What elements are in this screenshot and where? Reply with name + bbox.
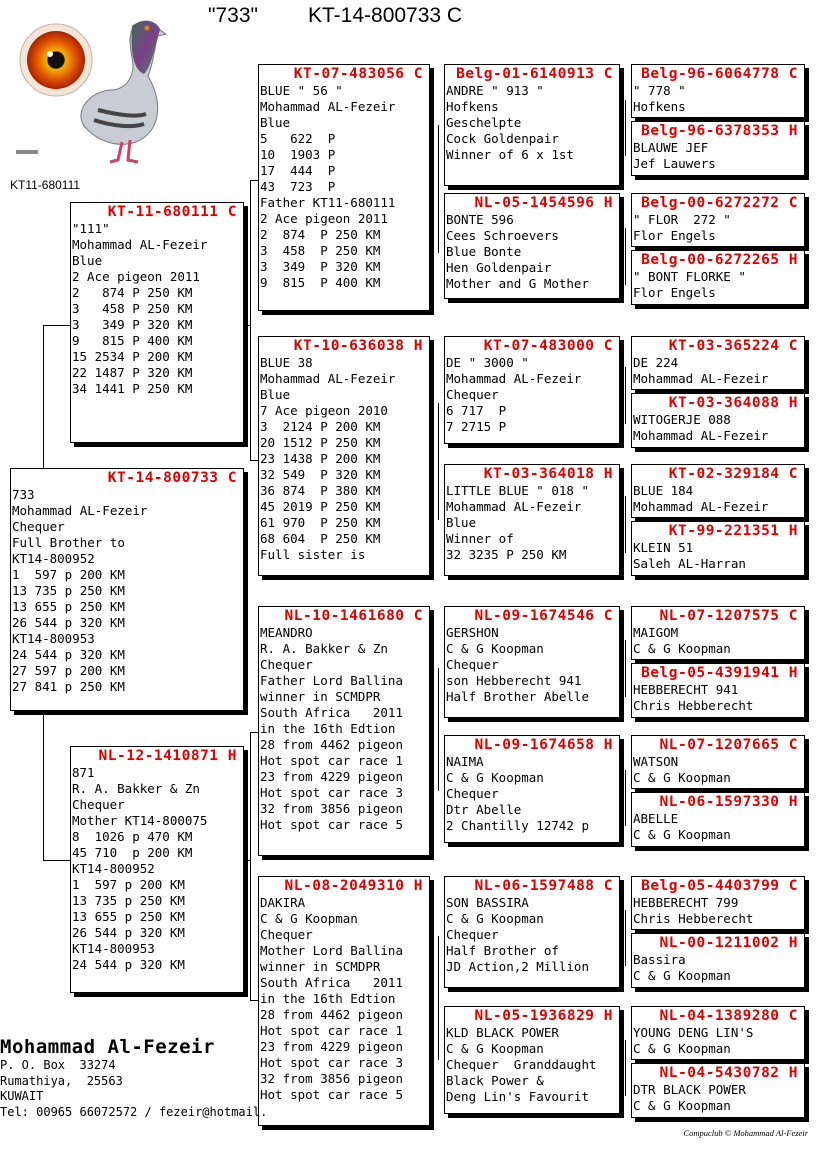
connector-line: [43, 325, 44, 470]
pigeon-info-line: Chris Hebberecht: [633, 911, 754, 926]
connector-line: [625, 228, 626, 285]
pigeon-info-line: 24 544 p 320 KM: [72, 957, 185, 972]
pigeon-info-line: 24 544 p 320 KM: [12, 647, 125, 662]
connector-line: [438, 403, 439, 520]
pigeon-info-line: Mohammad AL-Fezeir: [633, 499, 769, 514]
ring-number: NL-05-1454596 H: [474, 195, 613, 211]
pigeon-info-line: 7 Ace pigeon 2010: [260, 403, 388, 418]
pedigree-box-gen3[interactable]: [444, 1006, 620, 1114]
pigeon-info-line: Mohammad AL-Fezeir: [633, 428, 769, 443]
pedigree-box-gen4[interactable]: [631, 336, 805, 390]
pigeon-info-line: " FLOR 272 ": [633, 212, 731, 227]
pigeon-info-line: " BONT FLORKE ": [633, 269, 746, 284]
ring-number: NL-09-1674546 C: [474, 608, 613, 624]
owner-block: [0, 1036, 267, 1120]
pigeon-info-line: Blue: [260, 115, 291, 130]
ring-number: NL-09-1674658 H: [474, 737, 613, 753]
pigeon-info-line: KT14-800952: [72, 861, 155, 876]
pigeon-info-line: C & G Koopman: [446, 911, 544, 926]
pedigree-box-dam-dam[interactable]: [258, 876, 430, 1126]
pigeon-info-line: son Hebberecht 941: [446, 673, 582, 688]
pigeon-info-line: Chequer Granddaught: [446, 1057, 597, 1072]
pigeon-info-line: NAIMA: [446, 754, 484, 769]
pigeon-info-line: Black Power &: [446, 1073, 544, 1088]
connector-line: [244, 860, 250, 861]
pedigree-box-sire-dam[interactable]: [258, 336, 430, 576]
ring-number: KT-14-800733 C: [107, 470, 237, 486]
pigeon-info-line: BLUE " 56 ": [260, 83, 343, 98]
pigeon-info-line: KLEIN 51: [633, 540, 694, 555]
connector-line: [43, 712, 44, 860]
pigeon-info-line: 5 622 P: [260, 131, 336, 146]
pigeon-info-line: Mohammad AL-Fezeir: [633, 371, 769, 386]
ring-number: Belg-05-4403799 C: [641, 878, 798, 894]
pigeon-info-line: JD Action,2 Million: [446, 959, 589, 974]
pigeon-info-line: Hot spot car race 1: [260, 1023, 403, 1038]
connector-line: [625, 367, 626, 424]
pigeon-info-line: Mohammad AL-Fezeir: [72, 237, 208, 252]
pigeon-info-line: 13 735 p 250 KM: [12, 583, 125, 598]
pigeon-info-line: 32 from 3856 pigeon: [260, 801, 403, 816]
connector-line: [625, 1040, 626, 1096]
pigeon-info-line: winner in SCMDPR: [260, 959, 381, 974]
pigeon-info-line: 27 597 p 200 KM: [12, 663, 125, 678]
connector-line: [625, 640, 626, 697]
pigeon-info-line: 13 735 p 250 KM: [72, 893, 185, 908]
pigeon-eye-logo: [14, 14, 174, 164]
pedigree-box-gen4[interactable]: [631, 606, 805, 660]
pigeon-info-line: 23 from 4229 pigeon: [260, 769, 403, 784]
pigeon-info-line: 15 2534 P 200 KM: [72, 349, 193, 364]
ring-number: NL-06-1597330 H: [659, 794, 798, 810]
pigeon-info-line: Flor Engels: [633, 228, 716, 243]
pigeon-info-line: MEANDRO: [260, 625, 313, 640]
connector-line: [625, 910, 626, 966]
ring-number: Belg-01-6140913 C: [456, 66, 613, 82]
pigeon-info-line: Geschelpte: [446, 115, 522, 130]
pigeon-info-line: 45 710 p 200 KM: [72, 845, 193, 860]
pedigree-box-gen3[interactable]: [444, 64, 620, 186]
pedigree-box-gen4[interactable]: [631, 876, 805, 930]
connector-line: [625, 496, 626, 553]
pigeon-info-line: 9 815 P 400 KM: [260, 275, 381, 290]
pigeon-info-line: Hen Goldenpair: [446, 260, 552, 275]
pedigree-box-dam-sire[interactable]: [258, 606, 430, 856]
pigeon-info-line: Chequer: [446, 786, 499, 801]
pigeon-info-line: in the 16th Edtion: [260, 991, 396, 1006]
pigeon-info-line: C & G Koopman: [633, 641, 731, 656]
pigeon-info-line: 2 Ace pigeon 2011: [72, 269, 200, 284]
pigeon-info-line: 2 Chantilly 12742 p: [446, 818, 589, 833]
connector-line: [250, 732, 258, 733]
ring-number: KT-99-221351 H: [668, 523, 798, 539]
pigeon-info-line: C & G Koopman: [633, 770, 731, 785]
pigeon-info-line: C & G Koopman: [633, 1098, 731, 1113]
connector-line: [438, 125, 439, 253]
pigeon-info-line: 1 597 p 200 KM: [12, 567, 125, 582]
pigeon-info-line: Hot spot car race 5: [260, 817, 403, 832]
pigeon-info-line: Mother Lord Ballina: [260, 943, 403, 958]
pigeon-info-line: 27 841 p 250 KM: [12, 679, 125, 694]
pigeon-info-line: 13 655 p 250 KM: [12, 599, 125, 614]
pedigree-box-dam[interactable]: [70, 746, 244, 993]
ring-number: Belg-96-6378353 H: [641, 123, 798, 139]
ring-number: Belg-96-6064778 C: [641, 66, 798, 82]
pigeon-info-line: DE " 3000 ": [446, 355, 529, 370]
pigeon-info-line: 20 1512 P 250 KM: [260, 435, 381, 450]
pigeon-info-line: Hot spot car race 3: [260, 785, 403, 800]
connector-line: [250, 1000, 258, 1001]
pigeon-info-line: C & G Koopman: [446, 1041, 544, 1056]
pigeon-info-line: 9 815 P 400 KM: [72, 333, 193, 348]
pedigree-box-subject[interactable]: [10, 468, 244, 711]
pigeon-info-line: 26 544 p 320 KM: [12, 615, 125, 630]
pigeon-info-line: C & G Koopman: [446, 641, 544, 656]
ring-number: NL-04-1389280 C: [659, 1008, 798, 1024]
pigeon-info-line: DE 224: [633, 355, 679, 370]
logo-caption: KT11-680111: [10, 178, 81, 192]
pigeon-info-line: 45 2019 P 250 KM: [260, 499, 381, 514]
pedigree-box-gen4[interactable]: [631, 792, 805, 847]
pigeon-info-line: 22 1487 P 320 KM: [72, 365, 193, 380]
connector-line: [250, 460, 258, 461]
pigeon-info-line: Hot spot car race 3: [260, 1055, 403, 1070]
pedigree-box-gen4[interactable]: [631, 121, 805, 176]
pigeon-info-line: SON BASSIRA: [446, 895, 529, 910]
pigeon-info-line: Flor Engels: [633, 285, 716, 300]
pigeon-info-line: Winner of: [446, 531, 514, 546]
ring-number: NL-08-2049310 H: [284, 878, 423, 894]
pigeon-info-line: 17 444 P: [260, 163, 336, 178]
pigeon-info-line: Mohammad AL-Fezeir: [12, 503, 148, 518]
pigeon-info-line: Cock Goldenpair: [446, 131, 559, 146]
pigeon-info-line: 32 from 3856 pigeon: [260, 1071, 403, 1086]
pigeon-info-line: KT14-800953: [72, 941, 155, 956]
pigeon-info-line: Hofkens: [446, 99, 499, 114]
pigeon-info-line: 23 1438 P 200 KM: [260, 451, 381, 466]
pigeon-info-line: LITTLE BLUE " 018 ": [446, 483, 589, 498]
pigeon-info-line: 8 1026 p 470 KM: [72, 829, 193, 844]
pigeon-info-line: C & G Koopman: [633, 1041, 731, 1056]
pigeon-info-line: Mother and G Mother: [446, 276, 589, 291]
pigeon-info-line: South Africa 2011: [260, 975, 403, 990]
pigeon-info-line: Blue: [72, 253, 103, 268]
pedigree-box-gen3[interactable]: [444, 606, 620, 718]
pigeon-info-line: Hot spot car race 1: [260, 753, 403, 768]
pigeon-info-line: DTR BLACK POWER: [633, 1082, 746, 1097]
pigeon-info-line: Blue: [446, 515, 477, 530]
pedigree-box-gen4[interactable]: [631, 1006, 805, 1060]
pedigree-box-gen3[interactable]: [444, 464, 620, 576]
pigeon-info-line: Half Brother Abelle: [446, 689, 589, 704]
pigeon-info-line: KLD BLACK POWER: [446, 1025, 559, 1040]
pigeon-info-line: C & G Koopman: [260, 911, 358, 926]
pigeon-info-line: 733: [12, 487, 35, 502]
pedigree-box-gen4[interactable]: [631, 464, 805, 518]
pigeon-info-line: Mohammad AL-Fezeir: [260, 371, 396, 386]
ring-number: Belg-00-6272272 C: [641, 195, 798, 211]
pigeon-info-line: C & G Koopman: [446, 770, 544, 785]
pigeon-info-line: BONTE 596: [446, 212, 514, 227]
ring-number: NL-06-1597488 C: [474, 878, 613, 894]
pigeon-info-line: Father KT11-680111: [260, 195, 396, 210]
connector-line: [250, 732, 251, 1000]
pigeon-info-line: 10 1903 P: [260, 147, 336, 162]
pedigree-box-gen4[interactable]: [631, 393, 805, 448]
ring-number: Belg-05-4391941 H: [641, 665, 798, 681]
ring-number: KT-07-483000 C: [483, 338, 613, 354]
pigeon-name-title: "733": [208, 4, 258, 27]
pigeon-info-line: R. A. Bakker & Zn: [260, 641, 388, 656]
pigeon-info-line: DAKIRA: [260, 895, 306, 910]
pigeon-info-line: Bassira: [633, 952, 686, 967]
pigeon-info-line: South Africa 2011: [260, 705, 403, 720]
pigeon-info-line: 6 717 P: [446, 403, 507, 418]
pigeon-info-line: KT14-800953: [12, 631, 95, 646]
pigeon-info-line: 61 970 P 250 KM: [260, 515, 381, 530]
footer-credit: Compuclub © Mohammad Al-Fezeir: [683, 1128, 808, 1138]
pigeon-info-line: 2 874 P 250 KM: [260, 227, 381, 242]
owner-address-line: P. O. Box 33274: [0, 1058, 116, 1072]
pigeon-info-line: Father Lord Ballina: [260, 673, 403, 688]
pigeon-info-line: C & G Koopman: [633, 968, 731, 983]
connector-line: [438, 668, 439, 791]
pigeon-info-line: 28 from 4462 pigeon: [260, 737, 403, 752]
pigeon-info-line: Blue: [260, 387, 291, 402]
connector-line: [43, 860, 70, 861]
connector-line: [438, 936, 439, 1060]
connector-line: [625, 770, 626, 826]
pedigree-box-gen4[interactable]: [631, 663, 805, 718]
pigeon-info-line: Saleh AL-Harran: [633, 556, 746, 571]
pigeon-info-line: Chequer: [446, 927, 499, 942]
pigeon-info-line: Chris Hebberecht: [633, 698, 754, 713]
ring-number: KT-07-483056 C: [293, 66, 423, 82]
pigeon-info-line: 3 349 P 320 KM: [72, 317, 193, 332]
pigeon-info-line: 3 458 P 250 KM: [72, 301, 193, 316]
pigeon-info-line: 36 874 P 380 KM: [260, 483, 381, 498]
pedigree-box-gen4[interactable]: [631, 521, 805, 576]
pigeon-info-line: Mohammad AL-Fezeir: [260, 99, 396, 114]
pedigree-box-sire[interactable]: [70, 202, 244, 443]
pigeon-info-line: Deng Lin's Favourit: [446, 1089, 589, 1104]
pedigree-box-gen4[interactable]: [631, 933, 805, 988]
ring-number: NL-04-5430782 H: [659, 1065, 798, 1081]
ring-number: KT-03-364018 H: [483, 466, 613, 482]
pigeon-info-line: YOUNG DENG LIN'S: [633, 1025, 754, 1040]
pigeon-info-line: 23 from 4229 pigeon: [260, 1039, 403, 1054]
owner-address-line: Rumathiya, 25563: [0, 1073, 123, 1088]
owner-contact-line: Tel: 00965 66072572 / fezeir@hotmail.: [0, 1104, 268, 1119]
pigeon-info-line: 32 3235 P 250 KM: [446, 547, 567, 562]
pigeon-info-line: WATSON: [633, 754, 679, 769]
ring-number: NL-07-1207665 C: [659, 737, 798, 753]
pigeon-info-line: Chequer: [260, 657, 313, 672]
pigeon-info-line: 7 2715 P: [446, 419, 507, 434]
pedigree-box-gen4[interactable]: [631, 250, 805, 305]
pigeon-info-line: GERSHON: [446, 625, 499, 640]
pedigree-box-gen3[interactable]: [444, 193, 620, 299]
ring-number: KT-11-680111 C: [107, 204, 237, 220]
ring-number: NL-05-1936829 H: [474, 1008, 613, 1024]
pigeon-info-line: HEBBERECHT 799: [633, 895, 739, 910]
pigeon-info-line: Winner of 6 x 1st: [446, 147, 574, 162]
pedigree-box-gen4[interactable]: [631, 735, 805, 789]
connector-line: [625, 100, 626, 156]
ring-number: NL-00-1211002 H: [659, 935, 798, 951]
pigeon-info-line: Chequer: [72, 797, 125, 812]
pigeon-info-line: BLUE 184: [633, 483, 694, 498]
pigeon-info-line: 34 1441 P 250 KM: [72, 381, 193, 396]
pigeon-info-line: KT14-800952: [12, 551, 95, 566]
pigeon-info-line: Dtr Abelle: [446, 802, 522, 817]
pigeon-info-line: Chequer: [260, 927, 313, 942]
pedigree-box-sire-sire[interactable]: [258, 64, 430, 311]
ring-number: KT-10-636038 H: [293, 338, 423, 354]
pigeon-info-line: Blue Bonte: [446, 244, 522, 259]
pigeon-info-line: "111": [72, 221, 110, 236]
ring-number: Belg-00-6272265 H: [641, 252, 798, 268]
pedigree-box-gen3[interactable]: [444, 735, 620, 843]
pigeon-info-line: " 778 ": [633, 83, 686, 98]
pigeon-info-line: HEBBERECHT 941: [633, 682, 739, 697]
pigeon-info-line: 3 349 P 320 KM: [260, 259, 381, 274]
pigeon-info-line: 2 Ace pigeon 2011: [260, 211, 388, 226]
ring-number: NL-07-1207575 C: [659, 608, 798, 624]
pigeon-info-line: Chequer: [446, 387, 499, 402]
pigeon-info-line: 43 723 P: [260, 179, 336, 194]
pigeon-info-line: ANDRE " 913 ": [446, 83, 544, 98]
pigeon-info-line: Jef Lauwers: [633, 156, 716, 171]
pigeon-info-line: winner in SCMDPR: [260, 689, 381, 704]
pigeon-info-line: 871: [72, 765, 95, 780]
owner-name: Mohammad Al-Fezeir: [0, 1036, 215, 1058]
pigeon-info-line: BLAUWE JEF: [633, 140, 709, 155]
pigeon-info-line: 32 549 P 320 KM: [260, 467, 381, 482]
pigeon-ring-title: KT-14-800733 C: [308, 4, 463, 27]
connector-line: [244, 325, 250, 326]
connector-line: [250, 180, 251, 460]
pigeon-info-line: Cees Schroevers: [446, 228, 559, 243]
ring-number: KT-02-329184 C: [668, 466, 798, 482]
pigeon-info-line: Mother KT14-800075: [72, 813, 208, 828]
pigeon-info-line: MAIGOM: [633, 625, 679, 640]
pedigree-box-gen4[interactable]: [631, 1063, 805, 1118]
pedigree-box-gen3[interactable]: [444, 876, 620, 988]
pigeon-info-line: 2 874 P 250 KM: [72, 285, 193, 300]
pigeon-info-line: Half Brother of: [446, 943, 559, 958]
connector-line: [250, 180, 258, 181]
pigeon-info-line: C & G Koopman: [633, 827, 731, 842]
ring-number: NL-12-1410871 H: [98, 748, 237, 764]
pigeon-info-line: 3 458 P 250 KM: [260, 243, 381, 258]
pigeon-info-line: 3 2124 P 200 KM: [260, 419, 381, 434]
pigeon-info-line: WITOGERJE 088: [633, 412, 731, 427]
pigeon-info-line: Full sister is: [260, 547, 366, 562]
pigeon-info-line: Full Brother to: [12, 535, 125, 550]
pigeon-info-line: in the 16th Edtion: [260, 721, 396, 736]
pigeon-info-line: ABELLE: [633, 811, 679, 826]
connector-line: [43, 325, 70, 326]
owner-address-line: KUWAIT: [0, 1089, 44, 1103]
pigeon-info-line: Hot spot car race 5: [260, 1087, 403, 1102]
pigeon-info-line: BLUE 38: [260, 355, 313, 370]
pigeon-info-line: Chequer: [12, 519, 65, 534]
pigeon-info-line: 28 from 4462 pigeon: [260, 1007, 403, 1022]
pigeon-info-line: 26 544 p 320 KM: [72, 925, 185, 940]
pigeon-info-line: Hofkens: [633, 99, 686, 114]
ring-number: KT-03-364088 H: [668, 395, 798, 411]
pigeon-info-line: 13 655 p 250 KM: [72, 909, 185, 924]
pedigree-box-gen3[interactable]: [444, 336, 620, 444]
pigeon-info-line: Mohammad AL-Fezeir: [446, 499, 582, 514]
pigeon-info-line: R. A. Bakker & Zn: [72, 781, 200, 796]
ring-number: KT-03-365224 C: [668, 338, 798, 354]
pigeon-info-line: Chequer: [446, 657, 499, 672]
pedigree-box-gen4[interactable]: [631, 64, 805, 118]
ring-number: NL-10-1461680 C: [284, 608, 423, 624]
pigeon-info-line: 68 604 P 250 KM: [260, 531, 381, 546]
pedigree-box-gen4[interactable]: [631, 193, 805, 247]
pigeon-info-line: 1 597 p 200 KM: [72, 877, 185, 892]
pigeon-info-line: Mohammad AL-Fezeir: [446, 371, 582, 386]
